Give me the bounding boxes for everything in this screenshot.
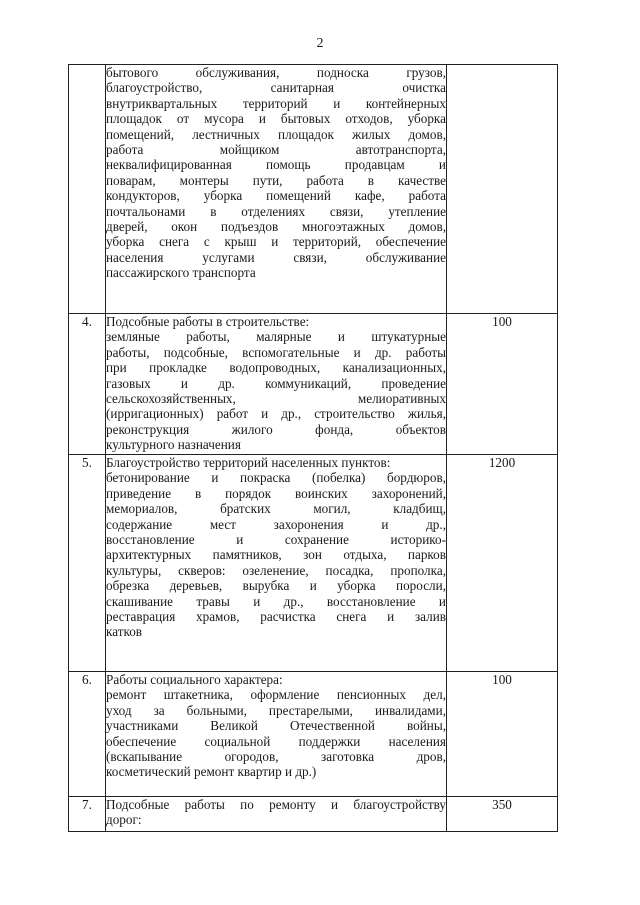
description-line: работы, подсобные, вспомогательные и др. работы <box>106 344 446 360</box>
row-description <box>106 672 447 797</box>
description-line: ремонт штакетника, оформление пенсионных дел, <box>106 687 446 703</box>
description-line: реконструкция жилого фонда, объектов <box>106 421 446 437</box>
description-line: населения услугами связи, обслуживание <box>106 249 446 265</box>
row-number: 4. <box>69 314 106 455</box>
table-row <box>69 314 558 455</box>
description-line: архитектурных памятников, зон отдыха, парков <box>106 547 446 563</box>
description-line: приведение в порядок воинских захоронений, <box>106 485 446 501</box>
description-line: сельскохозяйственных, мелиоративных <box>106 391 446 407</box>
description-line: неквалифицированная помощь продавцам и <box>106 157 446 173</box>
row-description <box>106 797 447 832</box>
row-number <box>69 65 106 314</box>
description-line: косметический ремонт квартир и др.) <box>106 764 317 780</box>
description-line: почтальонами в отделениях связи, утепление <box>106 203 446 219</box>
description-line: мемориалов, братских могил, кладбищ, <box>106 501 446 517</box>
row-quantity: 100 <box>447 314 558 455</box>
description-line: культуры, скверов: озеленение, посадка, прополка, <box>106 562 446 578</box>
row-description <box>106 314 447 455</box>
description-line: дверей, окон подъездов многоэтажных домов, <box>106 219 446 235</box>
row-description <box>106 455 447 672</box>
description-line: помещений, лестничных площадок жилых домов, <box>106 126 446 142</box>
row-quantity: 1200 <box>447 455 558 672</box>
row-quantity: 350 <box>447 797 558 832</box>
description-line: скашивание травы и др., восстановление и <box>106 593 446 609</box>
description-line: содержание мест захоронения и др., <box>106 516 446 532</box>
description-line: обрезка деревьев, вырубка и уборка поросли, <box>106 578 446 594</box>
row-number: 5. <box>69 455 106 672</box>
description-line: бетонирование и покраска (побелка) бордюров, <box>106 470 446 486</box>
description-line: (вскапывание огородов, заготовка дров, <box>106 749 446 765</box>
description-line: участниками Великой Отечественной войны, <box>106 718 446 734</box>
description-line: бытового обслуживания, подноска грузов, <box>106 65 446 80</box>
row-number: 6. <box>69 672 106 797</box>
description-line: катков <box>106 624 143 640</box>
description-line: Благоустройство территорий населенных пунктов: <box>106 455 391 470</box>
description-line: работа мойщиком автотранспорта, <box>106 142 446 158</box>
description-line: кондукторов, уборка помещений кафе, работа <box>106 188 446 204</box>
description-line: уборка снега с крыш и территорий, обеспечение <box>106 234 446 250</box>
description-line: внутриквартальных территорий и контейнерных <box>106 95 446 111</box>
description-line: благоустройство, санитарная очистка <box>106 80 446 96</box>
description-line: восстановление и сохранение историко- <box>106 532 446 548</box>
description-line: пассажирского транспорта <box>106 265 256 281</box>
row-description <box>106 65 447 314</box>
row-number: 7. <box>69 797 106 832</box>
table-row <box>69 797 558 832</box>
works-table <box>68 64 558 832</box>
description-line: реставрация храмов, расчистка снега и залив <box>106 609 446 625</box>
page-number: 2 <box>316 36 324 51</box>
description-line: поварам, монтеры пути, работа в качестве <box>106 172 446 188</box>
description-line: земляные работы, малярные и штукатурные <box>106 329 446 345</box>
row-quantity: 100 <box>447 672 558 797</box>
description-line: площадок от мусора и бытовых отходов, уборка <box>106 111 446 127</box>
description-line: культурного назначения <box>106 437 241 453</box>
description-line: Подсобные работы в строительстве: <box>106 314 310 329</box>
description-line: Подсобные работы по ремонту и благоустройству <box>106 797 446 812</box>
description-line: дорог: <box>106 812 142 828</box>
table-row <box>69 455 558 672</box>
description-line: при прокладке водопроводных, канализационных, <box>106 360 446 376</box>
description-line: обеспечение социальной поддержки населения <box>106 733 446 749</box>
description-line: Работы социального характера: <box>106 672 283 687</box>
table-row <box>69 672 558 797</box>
description-line: газовых и др. коммуникаций, проведение <box>106 375 446 391</box>
description-line: (ирригационных) работ и др., строительство жилья, <box>106 406 446 422</box>
table-row <box>69 65 558 314</box>
description-line: уход за больными, престарелыми, инвалидами, <box>106 702 446 718</box>
row-quantity <box>447 65 558 314</box>
